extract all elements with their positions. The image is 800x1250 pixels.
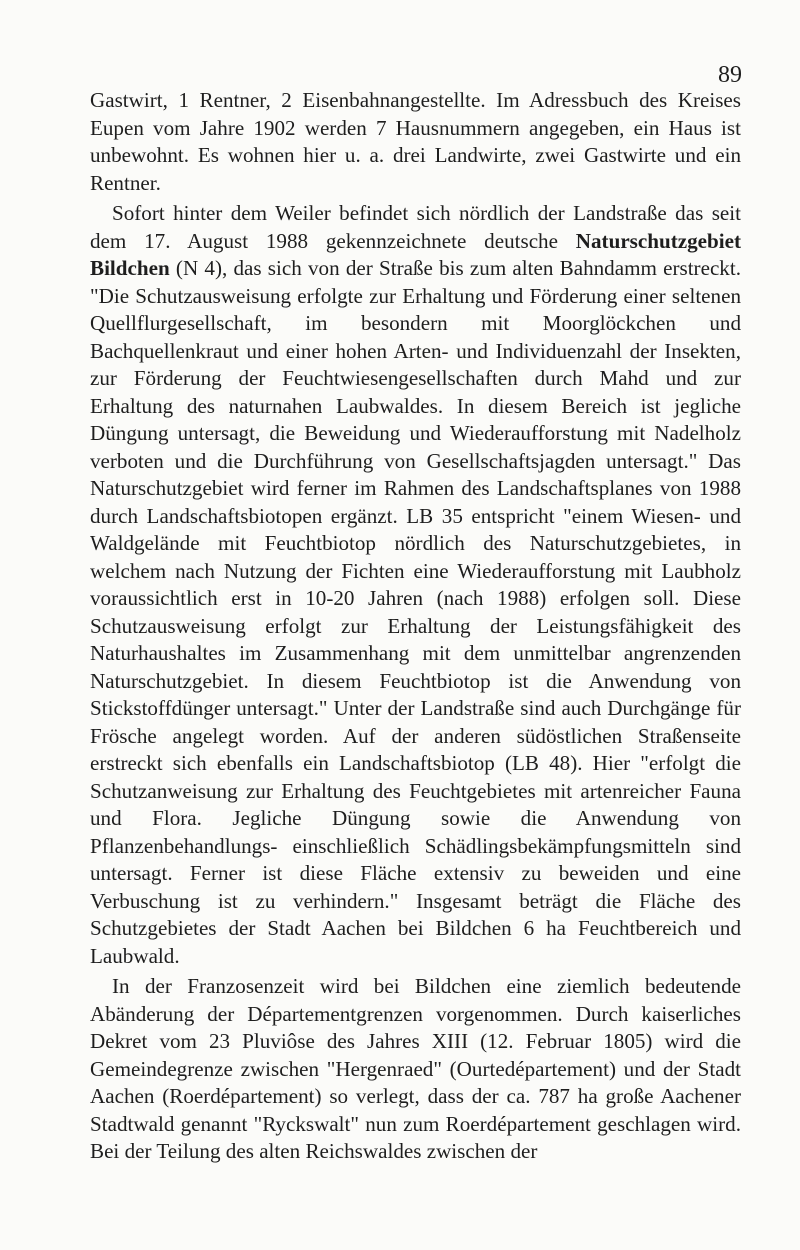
- page-number: 89: [718, 62, 742, 88]
- paragraph-1: Gastwirt, 1 Rentner, 2 Eisenbahnangestellte. Im Adressbuch des Kreises Eupen vom Jahre 1902 werden 7 Hausnummern angegeben, ein Haus ist unbewohnt. Es wohnen hier u. a. drei Landwirte, zwei Gastwirte und ein Rentner.: [90, 88, 741, 195]
- paragraph-2-text-b: (N 4), das sich von der Straße bis zum alten Bahndamm erstreckt. "Die Schutzausweisung erfolgte zur Erhaltung und Förderung einer seltenen Quellflurgesellschaft, im besondern mit Moorglöckchen und Bachquellenkraut und einer hohen Arten- und Individuenzahl der Insekten, zur Förderung der Feuchtwiesengesellschaften durch Mahd und zur Erhaltung des naturnahen Laubwaldes. In diesem Bereich ist jegliche Düngung untersagt, die Beweidung und Wiederaufforstung mit Nadelholz verboten und die Durchführung von Gesellschaftsjagden untersagt." Das Naturschutzgebiet wird ferner im Rahmen des Landschaftsplanes von 1988 durch Landschaftsbiotopen ergänzt. LB 35 entspricht "einem Wiesen- und Waldgelände mit Feuchtbiotop nördlich des Naturschutzgebietes, in welchem nach Nutzung der Fichten eine Wiederaufforstung mit Laubholz voraussichtlich erst in 10-20 Jahren (nach 1988) erfolgen soll. Diese Schutzausweisung erfolgt zur Erhaltung der Leistungsfähigkeit des Naturhaushaltes im Zusammenhang mit dem unmittelbar angrenzenden Naturschutzgebiet. In diesem Feuchtbiotop ist die Anwendung von Stickstoffdünger untersagt." Unter der Landstraße sind auch Durchgänge für Frösche angelegt worden. Auf der anderen südöstlichen Straßenseite erstreckt sich ebenfalls ein Landschaftsbiotop (LB 48). Hier "erfolgt die Schutzanweisung zur Erhaltung des Feuchtgebietes mit artenreicher Fauna und Flora. Jegliche Düngung sowie die Anwendung von Pflanzenbehandlungs- einschließlich Schädlingsbekämpfungsmitteln sind untersagt. Ferner ist diese Fläche extensiv zu beweiden und eine Verbuschung ist zu verhindern." Insgesamt beträgt die Fläche des Schutzgebietes der Stadt Aachen bei Bildchen 6 ha Feuchtbereich und Laubwald.: [90, 256, 741, 968]
- nature-reserve-name: Naturschutzgebiet Bildchen: [90, 228, 741, 280]
- body-text: [90, 87, 741, 1169]
- paragraph-2: [90, 200, 741, 970]
- paragraph-2-text-a: Sofort hinter dem Weiler befindet sich nördlich der Landstraße das seit dem 17. August 1988 gekennzeichnete deutsche: [90, 201, 741, 253]
- paragraph-3: In der Franzosenzeit wird bei Bildchen eine ziemlich bedeutende Abänderung der Départementgrenzen vorgenommen. Durch kaiserliches Dekret vom 23 Pluviôse des Jahres XIII (12. Februar 1805) wird die Gemeindegrenze zwischen "Hergenraed" (Ourtedépartement) und der Stadt Aachen (Roerdépartement) so verlegt, dass der ca. 787 ha große Aachener Stadtwald genannt "Ryckswalt" nun zum Roerdépartement geschlagen wird. Bei der Teilung des alten Reichswaldes zwischen der: [90, 974, 741, 1163]
